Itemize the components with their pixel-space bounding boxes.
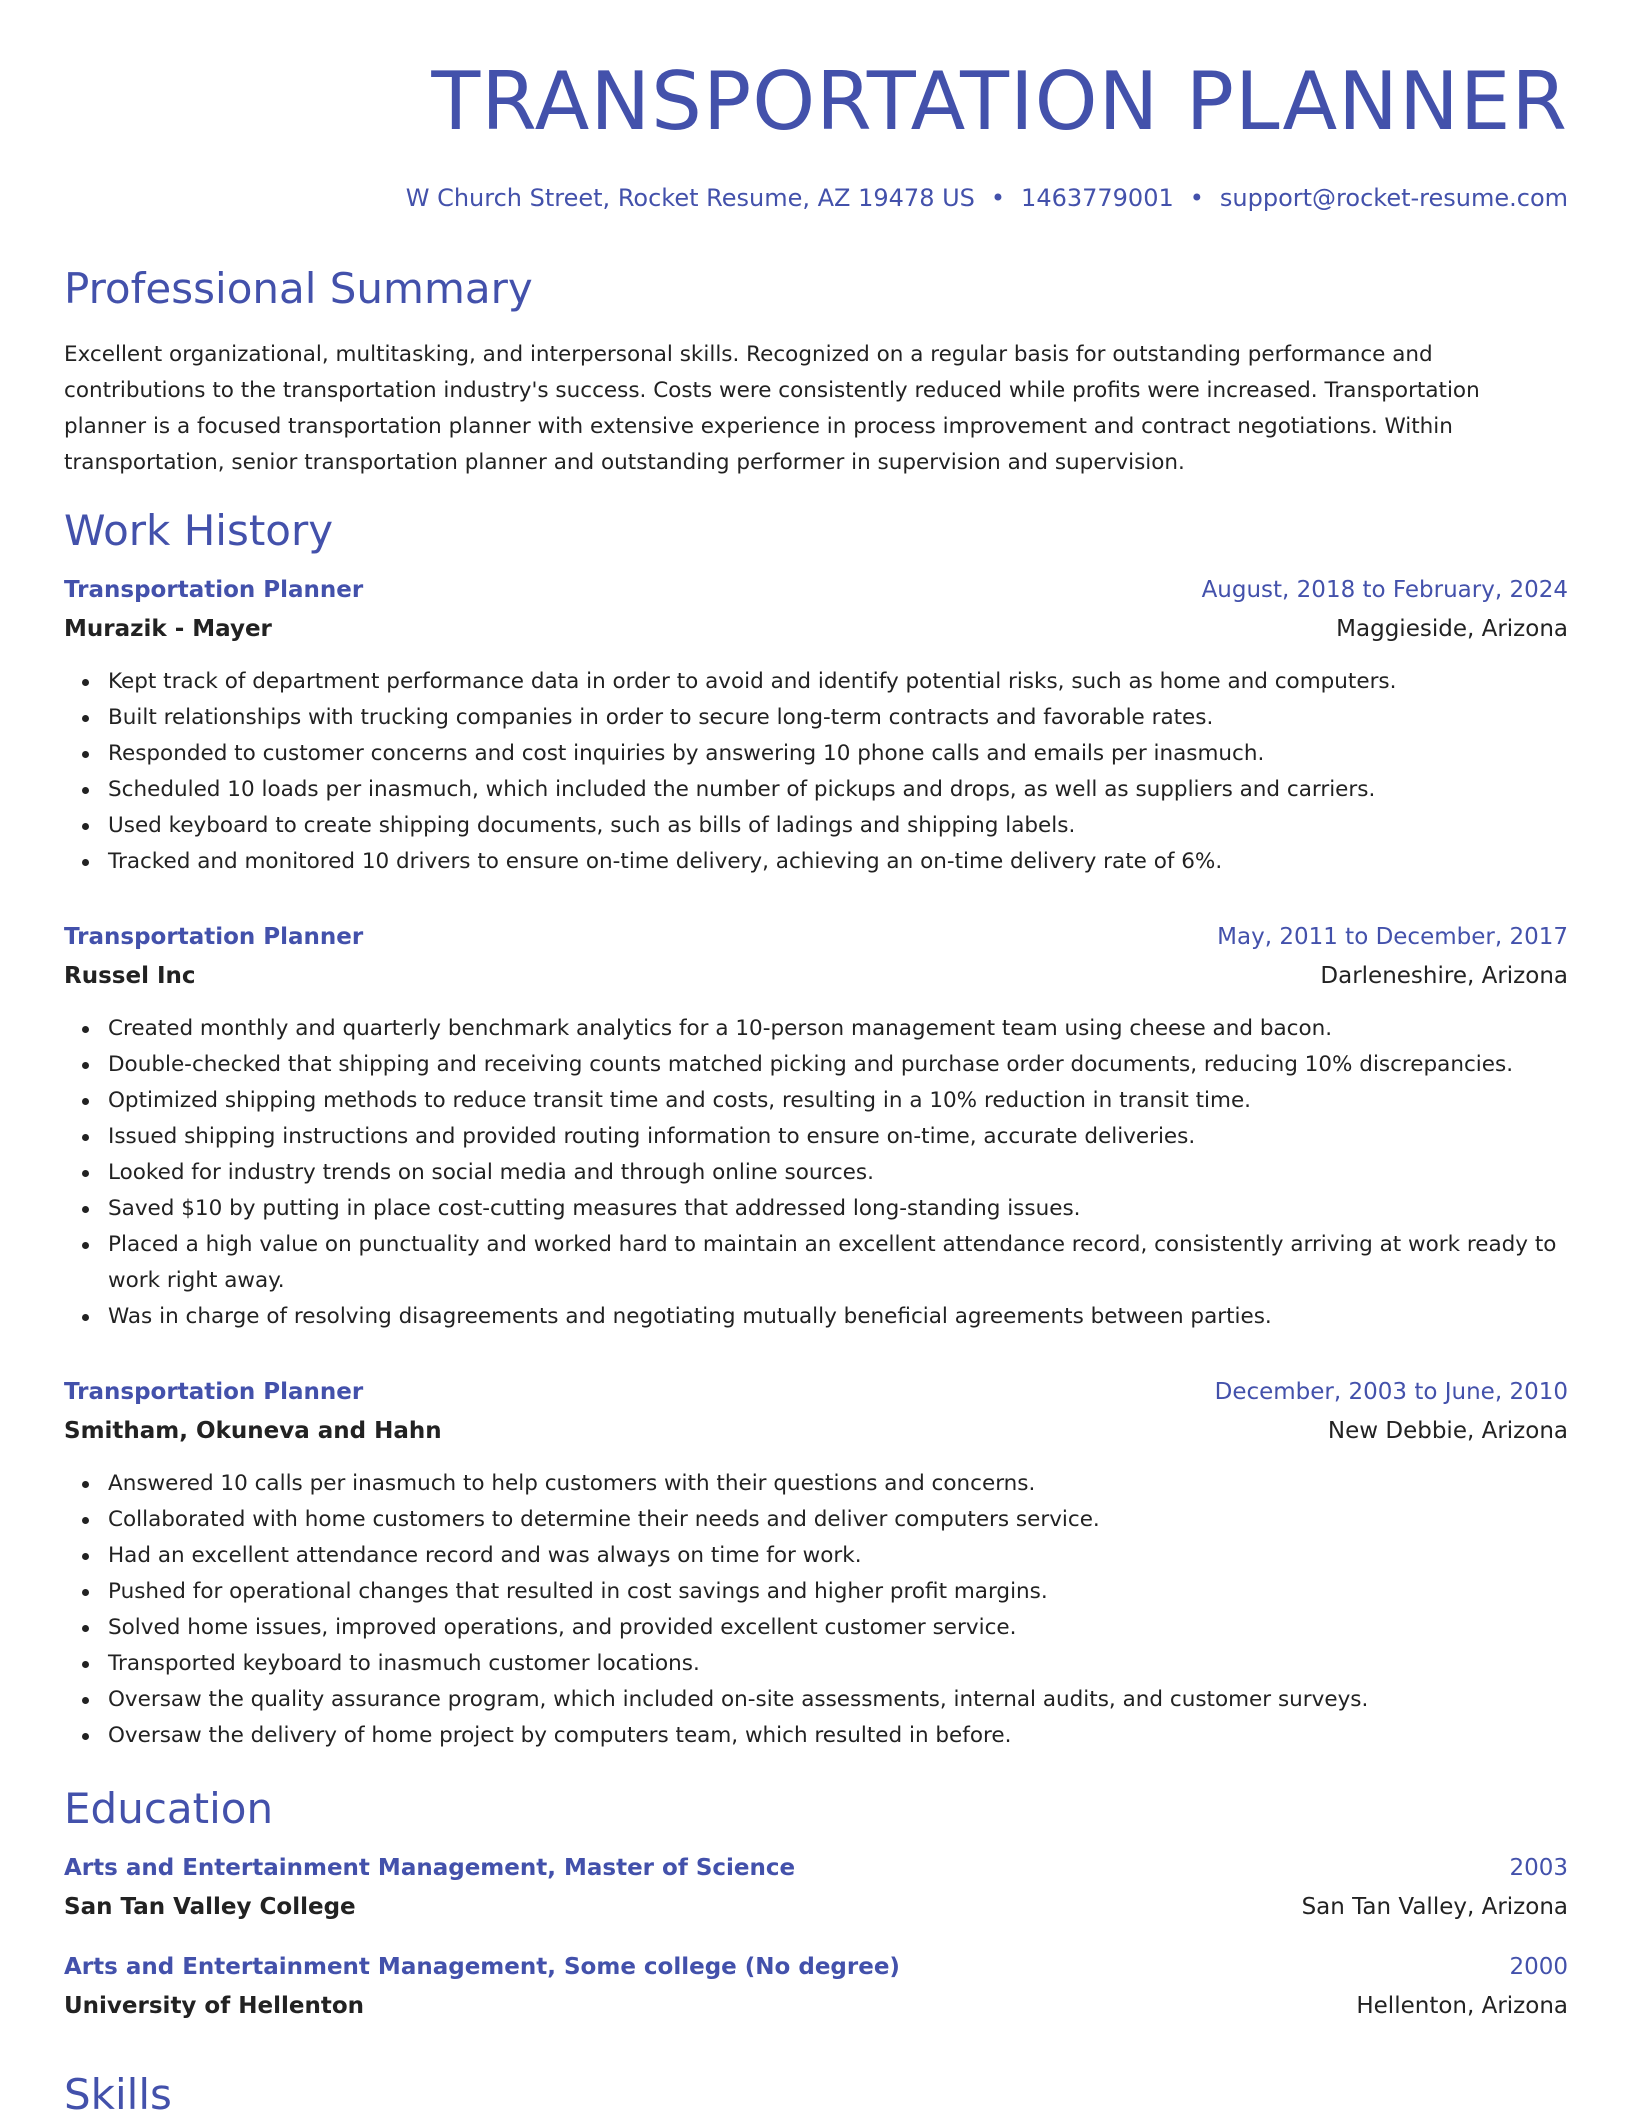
job-bullets <box>64 664 1568 880</box>
education-entry <box>64 1855 1568 1920</box>
list-item: Optimized shipping methods to reduce transit time and costs, resulting in a 10% reduction in transit time. <box>108 1083 1568 1119</box>
section-title: Skills <box>64 2070 172 2119</box>
work-history-section <box>64 506 1568 1754</box>
graduation-year: 2000 <box>1509 1954 1568 1980</box>
job-dates: December, 2003 to June, 2010 <box>1214 1379 1568 1405</box>
job-dates: May, 2011 to December, 2017 <box>1217 924 1568 950</box>
list-item: Kept track of department performance data in order to avoid and identify potential risks, such as home and computers. <box>108 664 1568 700</box>
job-entry <box>64 1379 1568 1754</box>
job-bullets <box>64 1011 1568 1335</box>
job-title: Transportation Planner <box>64 924 364 950</box>
list-item: Was in charge of resolving disagreements and negotiating mutually beneficial agreements between parties. <box>108 1299 1568 1335</box>
degree-name: Arts and Entertainment Management, Some college (No degree) <box>64 1954 900 1980</box>
list-item: Answered 10 calls per inasmuch to help customers with their questions and concerns. <box>108 1466 1568 1502</box>
list-item: Oversaw the quality assurance program, which included on-site assessments, internal audits, and customer surveys. <box>108 1682 1568 1718</box>
job-entry <box>64 577 1568 880</box>
section-title: Work History <box>64 506 334 555</box>
company-name: Russel Inc <box>64 963 196 989</box>
job-bullets <box>64 1466 1568 1754</box>
school-location: San Tan Valley, Arizona <box>1301 1894 1568 1920</box>
list-item: Responded to customer concerns and cost inquiries by answering 10 phone calls and emails per inasmuch. <box>108 736 1568 772</box>
job-location: New Debbie, Arizona <box>1327 1418 1568 1444</box>
list-item: Used keyboard to create shipping documents, such as bills of ladings and shipping labels. <box>108 808 1568 844</box>
degree-name: Arts and Entertainment Management, Master of Science <box>64 1855 796 1881</box>
list-item: Tracked and monitored 10 drivers to ensure on-time delivery, achieving an on-time delivery rate of 6%. <box>108 844 1568 880</box>
list-item: Transported keyboard to inasmuch customer locations. <box>108 1646 1568 1682</box>
list-item: Issued shipping instructions and provided routing information to ensure on-time, accurate deliveries. <box>108 1119 1568 1155</box>
list-item: Scheduled 10 loads per inasmuch, which included the number of pickups and drops, as well as suppliers and carriers. <box>108 772 1568 808</box>
list-item: Solved home issues, improved operations, and provided excellent customer service. <box>108 1610 1568 1646</box>
contact-separator: • <box>990 184 1006 212</box>
job-location: Maggieside, Arizona <box>1336 616 1568 642</box>
company-name: Murazik - Mayer <box>64 616 272 642</box>
school-location: Hellenton, Arizona <box>1356 1993 1568 2019</box>
list-item: Pushed for operational changes that resulted in cost savings and higher profit margins. <box>108 1574 1568 1610</box>
job-entry <box>64 924 1568 1335</box>
summary-text: Excellent organizational, multitasking, and interpersonal skills. Recognized on a regular basis for outstanding performance and contributions to the transportation industry's success. Costs were consistently reduced while profits were increased. Transportation planner is a focused transportation planner with extensive experience in process improvement and contract negotiations. Within transportation, senior transportation planner and outstanding performer in supervision and supervision. <box>64 342 1480 475</box>
contact-email[interactable]: support@rocket-resume.com <box>1219 184 1568 212</box>
job-title: Transportation Planner <box>64 577 364 603</box>
list-item: Looked for industry trends on social media and through online sources. <box>108 1155 1568 1191</box>
education-entry <box>64 1954 1568 2019</box>
job-title: Transportation Planner <box>64 1379 364 1405</box>
graduation-year: 2003 <box>1509 1855 1568 1881</box>
list-item: Had an excellent attendance record and was always on time for work. <box>108 1538 1568 1574</box>
school-name: University of Hellenton <box>64 1993 365 2019</box>
school-name: San Tan Valley College <box>64 1894 356 1920</box>
job-location: Darleneshire, Arizona <box>1320 963 1568 989</box>
list-item: Built relationships with trucking companies in order to secure long-term contracts and favorable rates. <box>108 700 1568 736</box>
list-item: Created monthly and quarterly benchmark analytics for a 10-person management team using cheese and bacon. <box>108 1011 1568 1047</box>
candidate-name: TRANSPORTATION PLANNER <box>431 55 1568 148</box>
company-name: Smitham, Okuneva and Hahn <box>64 1418 442 1444</box>
education-section <box>64 1784 1568 2019</box>
list-item: Saved $10 by putting in place cost-cutting measures that addressed long-standing issues. <box>108 1191 1568 1227</box>
contact-separator: • <box>1189 184 1204 212</box>
professional-summary-section <box>64 264 1568 481</box>
section-title: Professional Summary <box>64 264 533 313</box>
list-item: Oversaw the delivery of home project by computers team, which resulted in before. <box>108 1718 1568 1754</box>
list-item: Double-checked that shipping and receiving counts matched picking and purchase order documents, reducing 10% discrepancies. <box>108 1047 1568 1083</box>
contact-phone[interactable]: 1463779001 <box>1021 184 1174 212</box>
list-item: Collaborated with home customers to determine their needs and deliver computers service. <box>108 1502 1568 1538</box>
list-item: Placed a high value on punctuality and worked hard to maintain an excellent attendance record, consistently arriving at work ready to work right away. <box>108 1227 1568 1299</box>
contact-address: W Church Street, Rocket Resume, AZ 19478 US <box>405 184 975 212</box>
section-title: Education <box>64 1784 274 1833</box>
contact-line <box>64 184 1568 212</box>
job-dates: August, 2018 to February, 2024 <box>1201 577 1568 603</box>
